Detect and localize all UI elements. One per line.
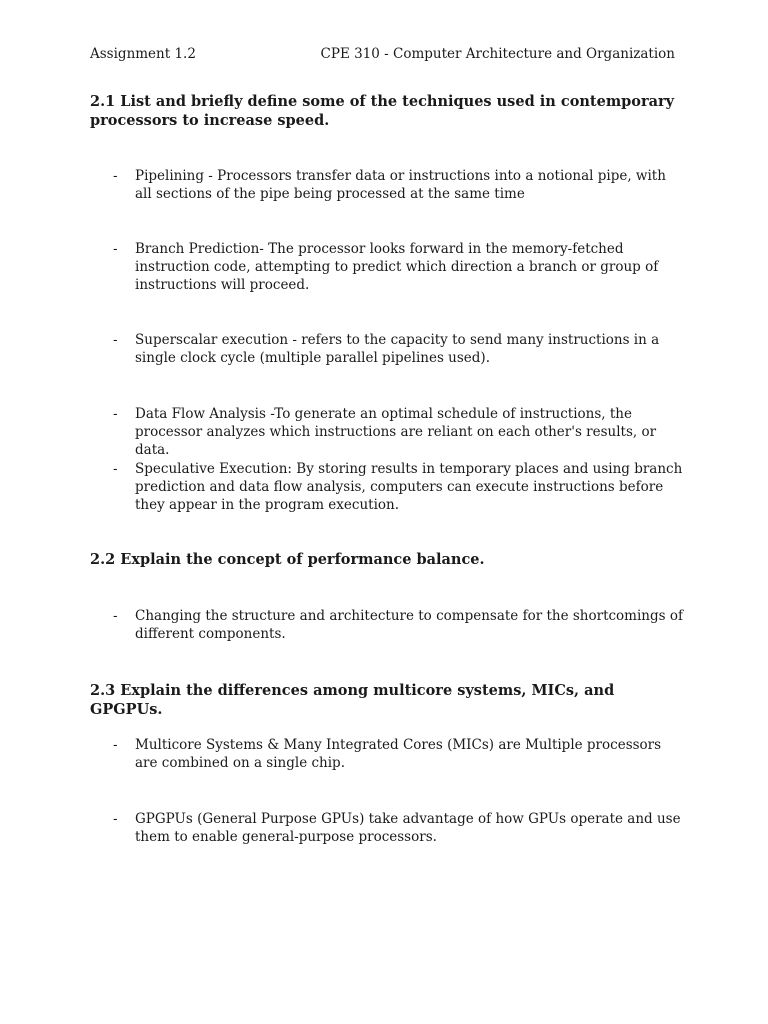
bullet-dash: - bbox=[113, 811, 118, 827]
list-item-text: Branch Prediction- The processor looks forward in the memory-fetched instruction code, attempting to predict which direction a branch or group of instructions will proceed. bbox=[135, 241, 659, 293]
assignment-label: Assignment 1.2 bbox=[90, 46, 196, 62]
list-item-text: Speculative Execution: By storing results in temporary places and using branch prediction and data flow analysis, computers can execute instructions before they appear in the program execution. bbox=[135, 461, 683, 513]
section-heading-2-1: 2.1 List and briefly define some of the techniques used in contemporary processors to increase speed. bbox=[90, 93, 675, 129]
bullet-dash: - bbox=[113, 406, 118, 422]
bullet-dash: - bbox=[113, 332, 118, 348]
course-title: CPE 310 - Computer Architecture and Organization bbox=[320, 46, 675, 62]
section-heading-2-3: 2.3 Explain the differences among multicore systems, MICs, and GPGPUs. bbox=[90, 682, 615, 718]
list-item-text: Superscalar execution - refers to the capacity to send many instructions in a single clock cycle (multiple parallel pipelines used). bbox=[135, 332, 660, 366]
list-item-text: Multicore Systems & Many Integrated Cores (MICs) are Multiple processors are combined on a single chip. bbox=[135, 737, 662, 771]
bullet-dash: - bbox=[113, 737, 118, 753]
list-item-text: Data Flow Analysis -To generate an optimal schedule of instructions, the processor analyzes which instructions are reliant on each other's results, or data. bbox=[135, 406, 657, 458]
list-item-text: GPGPUs (General Purpose GPUs) take advantage of how GPUs operate and use them to enable general-purpose processors. bbox=[135, 811, 681, 845]
bullet-dash: - bbox=[113, 168, 118, 184]
bullet-dash: - bbox=[113, 608, 118, 624]
list-item-text: Pipelining - Processors transfer data or instructions into a notional pipe, with all sections of the pipe being processed at the same time bbox=[135, 168, 666, 202]
bullet-dash: - bbox=[113, 241, 118, 257]
list-item-text: Changing the structure and architecture to compensate for the shortcomings of different components. bbox=[135, 608, 683, 642]
section-heading-2-2: 2.2 Explain the concept of performance balance. bbox=[90, 551, 485, 568]
bullet-dash: - bbox=[113, 461, 118, 477]
